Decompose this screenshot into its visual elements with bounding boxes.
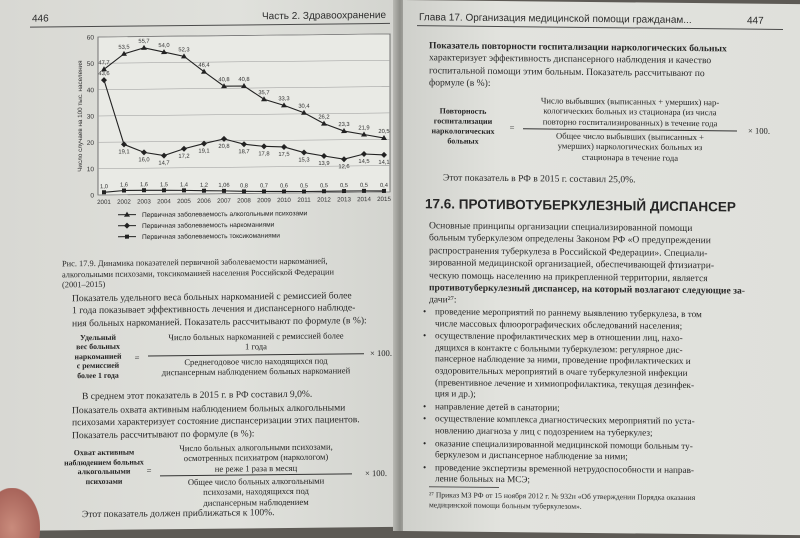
- data-point: [322, 189, 326, 193]
- data-label: 54,0: [158, 43, 169, 49]
- formula-rehospitalization: [423, 94, 783, 168]
- formula-label-line: психозами: [64, 476, 144, 486]
- data-label: 46,4: [198, 63, 210, 69]
- data-label: 53,5: [118, 45, 129, 51]
- paragraph-line: 1 года показывает эффективность лечения и диспансерного наблюде-: [72, 302, 392, 318]
- x-tick-label: 2007: [217, 198, 231, 205]
- legend-label: Первичная заболеваемость алкогольными психозами: [142, 209, 308, 219]
- formula-label-line: наркоманией: [66, 351, 130, 361]
- paragraph-line: формуле (в %):: [429, 77, 784, 93]
- bullet-line: ция и др.);: [435, 388, 785, 403]
- data-label: 15,3: [298, 157, 309, 163]
- left-page-number: 446: [32, 13, 49, 24]
- right-page: [403, 0, 800, 535]
- data-label: 12,6: [338, 164, 349, 170]
- denominator-line: диспансерным наблюдением больных наркоманией: [146, 366, 366, 379]
- data-label: 47,7: [98, 60, 109, 66]
- bullet-line: проведение мероприятий по раннему выявлению туберкулеза, в том: [435, 306, 785, 321]
- y-tick-label: 30: [87, 114, 95, 121]
- data-point: [182, 188, 186, 192]
- multiplier: × 100.: [358, 468, 394, 479]
- data-label: 19,1: [198, 149, 209, 155]
- incidence-line-chart: [58, 26, 397, 258]
- numerator-line: 1 года: [146, 341, 366, 354]
- data-label: 17,2: [178, 154, 189, 160]
- bullet-line: направление детей в санатории;: [435, 401, 785, 416]
- formula-psychosis-coverage: [64, 441, 396, 504]
- y-tick-label: 20: [87, 140, 95, 147]
- data-label: 20,8: [218, 144, 229, 150]
- bullet-item: [423, 306, 785, 333]
- paragraph-line: Основные принципы организации специализированной помощи: [429, 220, 789, 236]
- x-tick-label: 2014: [357, 196, 371, 203]
- data-label: 21,9: [358, 125, 369, 131]
- data-point: [342, 189, 346, 193]
- data-label: 40,8: [218, 77, 229, 83]
- bullet-line: новлению диагноза у лиц с подозрением на туберкулез;: [435, 425, 785, 440]
- paragraph-line: противотуберкулезный диспансер, на который возлагают следующие за-: [429, 282, 789, 298]
- paragraph-line: госпитальной помощи этим больным. Показатель рассчитывают по: [429, 65, 784, 81]
- bullet-line: осуществление комплекса диагностических мероприятий по уста-: [435, 414, 785, 429]
- formula-label-line: Охват активным: [64, 447, 144, 457]
- denominator-line: стационара в течение года: [519, 151, 741, 164]
- formula-numerator: [519, 95, 741, 129]
- data-point: [302, 189, 306, 193]
- left-result-1: В среднем этот показатель в 2015 г. в РФ составил 9,0%.: [82, 388, 392, 404]
- numerator-line: Число больных наркоманией с ремиссией более: [146, 330, 366, 343]
- y-axis-label: Число случаев на 100 тыс. населения: [77, 60, 84, 171]
- bullet-line: числе массовых флюорографических обследований населения;: [435, 318, 785, 333]
- formula-label-line: госпитализации: [423, 116, 503, 127]
- left-page: [0, 0, 397, 531]
- data-label: 43,6: [98, 71, 109, 77]
- paragraph-line: Показатель повторности госпитализации наркологических больных: [429, 40, 784, 56]
- y-tick-label: 50: [87, 61, 95, 68]
- data-label: 1,4: [180, 182, 189, 188]
- data-label: 0,8: [240, 183, 248, 189]
- formula-label-line: вес больных: [66, 342, 130, 352]
- bullet-line: оздоровительных мероприятий в очаге туберкулезной инфекции: [435, 365, 785, 380]
- right-result: Этот показатель в РФ в 2015 г. составил 25,0%.: [443, 172, 783, 188]
- paragraph-line: ческую помощь населению на прикрепленной территории, является: [429, 270, 789, 286]
- formula-remission: [66, 330, 396, 383]
- section-title: 17.6. ПРОТИВОТУБЕРКУЛЕЗНЫЙ ДИСПАНСЕР: [425, 196, 785, 215]
- paragraph-line: Показатель рассчитывают по формуле (в %):: [72, 427, 392, 443]
- data-point: [102, 190, 106, 194]
- bullet-item: [423, 438, 785, 465]
- paragraph-line: характеризует эффективность диспансерного наблюдения и качество: [429, 53, 784, 69]
- footnote: [429, 490, 785, 514]
- paragraph-line: распространения туберкулеза в Российской Федерации». Специали-: [429, 245, 789, 261]
- data-label: 0,4: [380, 183, 389, 189]
- right-running-head: Глава 17. Организация медицинской помощи гражданам...: [419, 12, 692, 26]
- data-label: 1,2: [200, 183, 208, 189]
- numerator-line: осмотренных психиатром (наркологом): [156, 452, 356, 465]
- equals-sign: =: [132, 353, 142, 364]
- multiplier: × 100.: [366, 348, 396, 359]
- data-label: 1,06: [218, 183, 229, 189]
- denominator-line: психозами, находящихся под: [156, 486, 356, 499]
- y-tick-label: 60: [87, 35, 95, 42]
- data-label: 40,8: [238, 77, 249, 83]
- x-tick-label: 2008: [237, 197, 251, 204]
- data-label: 1,0: [100, 184, 108, 190]
- legend-marker: [124, 223, 130, 229]
- legend-label: Первичная заболеваемость токсикоманиями: [142, 232, 280, 241]
- x-tick-label: 2010: [277, 197, 291, 204]
- data-point: [142, 188, 146, 192]
- data-label: 17,5: [278, 152, 289, 158]
- x-tick-label: 2004: [157, 198, 171, 205]
- x-tick-label: 2012: [317, 197, 331, 204]
- footnote-line: медицинской помощи больным туберкулезом».: [429, 500, 785, 514]
- data-point: [282, 189, 286, 193]
- x-tick-label: 2005: [177, 198, 191, 205]
- left-paragraph-2: [72, 402, 392, 443]
- bullet-dot-icon: •: [423, 414, 426, 426]
- data-point: [222, 189, 226, 193]
- y-tick-label: 40: [87, 87, 95, 94]
- formula-denominator: [146, 355, 366, 378]
- chart-caption-line: алкогольными психозами, токсикоманией населения Российской Федерации: [62, 266, 392, 280]
- data-label: 14,7: [158, 161, 169, 167]
- data-point: [382, 189, 386, 193]
- bullet-dot-icon: •: [423, 306, 426, 318]
- bullet-line: ление больных на МСЭ;: [435, 474, 785, 489]
- data-label: 23,3: [338, 122, 349, 128]
- equals-sign: =: [144, 465, 154, 476]
- data-label: 0,7: [260, 183, 268, 189]
- footnote-rule: [429, 486, 499, 488]
- data-label: 20,5: [378, 129, 389, 135]
- data-point: [262, 189, 266, 193]
- left-result-2: Этот показатель должен приближаться к 100%.: [82, 506, 392, 522]
- x-tick-label: 2013: [337, 196, 351, 203]
- data-label: 0,5: [320, 183, 328, 189]
- x-tick-label: 2001: [97, 199, 111, 206]
- formula-denominator: [156, 475, 356, 508]
- bullet-line: осуществление профилактических мер в отношении лиц, нахо-: [435, 331, 785, 346]
- left-running-head: Часть 2. Здравоохранение: [262, 10, 386, 22]
- formula-label-line: наркологических: [423, 126, 503, 137]
- denominator-line: Общее число выбывших (выписанных +: [519, 130, 741, 143]
- formula-label: [66, 333, 130, 381]
- left-paragraph-1: [72, 290, 392, 331]
- data-label: 13,9: [318, 161, 329, 167]
- chart-caption-line: (2001–2015): [62, 277, 392, 291]
- denominator-line: Общее число больных алкогольными: [156, 475, 356, 488]
- bullet-line: проведение экспертизы временной нетрудоспособности и направ-: [435, 462, 785, 477]
- right-paragraph-2: [429, 220, 789, 311]
- numerator-line: Число больных алкогольными психозами,: [156, 441, 356, 454]
- formula-label: [423, 106, 503, 147]
- formula-label-line: наблюдением больных: [64, 457, 144, 467]
- data-label: 19,1: [118, 149, 129, 155]
- bullet-item: [423, 414, 785, 441]
- formula-label-line: более 1 года: [66, 370, 130, 380]
- x-tick-label: 2011: [297, 197, 311, 204]
- legend-marker: [125, 235, 129, 239]
- data-point: [362, 189, 366, 193]
- data-label: 14,1: [378, 160, 389, 166]
- bullet-line: пансерное наблюдение за ними, проведение профилактических и: [435, 354, 785, 369]
- denominator-line: умерших) наркологических больных из: [519, 141, 741, 154]
- formula-denominator: [519, 130, 741, 164]
- data-label: 33,3: [278, 96, 289, 102]
- paragraph-line: Показатель охвата активным наблюдением больных алкогольными: [72, 402, 392, 418]
- footnote-line: ²⁷ Приказ МЗ РФ от 15 ноября 2012 г. № 932н «Об утверждении Порядка оказания: [429, 490, 785, 504]
- chart-caption-line: Рис. 17.9. Динамика показателей первичной заболеваемости наркоманией,: [62, 256, 392, 270]
- paragraph-line: Показатель удельного веса больных наркоманией с ремиссией более: [72, 290, 392, 306]
- data-label: 0,5: [300, 183, 308, 189]
- chart-caption: [62, 256, 392, 291]
- bullet-line: беркулезом и диспансерное наблюдение за ними;: [435, 450, 785, 465]
- data-label: 14,5: [358, 159, 369, 165]
- x-tick-label: 2006: [197, 198, 211, 205]
- bullet-dot-icon: •: [423, 438, 426, 450]
- x-tick-label: 2009: [257, 197, 271, 204]
- denominator-line: Среднегодовое число находящихся под: [146, 355, 366, 368]
- formula-numerator: [146, 330, 366, 353]
- data-point: [122, 188, 126, 192]
- right-paragraph-1: [429, 40, 784, 93]
- bullet-line: (превентивное лечение и химиопрофилактика, текущая дезинфек-: [435, 377, 785, 392]
- y-tick-label: 10: [87, 166, 95, 173]
- x-tick-label: 2003: [137, 198, 151, 205]
- paragraph-line: дачи²⁷:: [429, 295, 789, 311]
- data-label: 1,6: [120, 182, 128, 188]
- y-tick-label: 0: [90, 193, 94, 200]
- paragraph-line: психозами характеризует состояние диспансеризации этих пациентов.: [72, 414, 392, 430]
- data-label: 17,8: [258, 151, 269, 157]
- right-header-rule: [417, 25, 783, 30]
- data-label: 52,3: [178, 47, 189, 53]
- data-point: [202, 189, 206, 193]
- data-label: 55,7: [138, 39, 149, 45]
- bullet-dot-icon: •: [423, 401, 426, 413]
- bullet-item: [423, 330, 785, 403]
- paragraph-line: больным туберкулезом определены Законом РФ «О предупреждении: [429, 233, 789, 249]
- paragraph-line: ния больных наркоманией. Показатель рассчитывают по формуле (в %):: [72, 315, 392, 331]
- paragraph-line: зированной медицинской организацией, обеспечивающей фтизиатри-: [429, 257, 789, 273]
- data-label: 1,6: [140, 182, 148, 188]
- bullet-dot-icon: •: [423, 462, 426, 474]
- numerator-line: кологических больных из стационара (из числа: [519, 106, 741, 119]
- data-label: 0,5: [340, 183, 348, 189]
- formula-label-line: больных: [423, 136, 503, 147]
- bullet-dot-icon: •: [423, 330, 426, 342]
- numerator-line: Число выбывших (выписанных + умерших) нар-: [519, 95, 741, 108]
- data-label: 26,2: [318, 115, 329, 121]
- data-label: 18,7: [238, 149, 249, 155]
- denominator-line: диспансерным наблюдением: [156, 496, 356, 509]
- data-label: 1,5: [160, 182, 168, 188]
- x-tick-label: 2015: [377, 196, 391, 203]
- data-label: 0,6: [280, 183, 288, 189]
- legend-label: Первичная заболеваемость наркоманиями: [142, 221, 275, 230]
- numerator-line: повторно госпитализированных) в течение года: [519, 116, 741, 129]
- data-label: 30,4: [298, 104, 310, 110]
- equals-sign: =: [507, 122, 517, 133]
- formula-numerator: [156, 441, 356, 474]
- formula-label-line: с ремиссией: [66, 361, 130, 371]
- numerator-line: не реже 1 раза в месяц: [156, 462, 356, 475]
- multiplier: × 100.: [741, 126, 777, 137]
- right-page-number: 447: [747, 16, 764, 27]
- data-label: 0,5: [360, 183, 368, 189]
- data-label: 35,7: [258, 90, 269, 96]
- x-tick-label: 2002: [117, 199, 131, 206]
- data-point: [162, 188, 166, 192]
- formula-label: [64, 447, 144, 486]
- bullet-item: [423, 462, 785, 489]
- formula-label-line: Удельный: [66, 333, 130, 343]
- formula-label-line: алкогольными: [64, 467, 144, 477]
- data-label: 16,0: [138, 157, 149, 163]
- bullet-line: дящихся в контакте с больными туберкулезом: регулярное дис-: [435, 342, 785, 357]
- formula-label-line: Повторность: [423, 106, 503, 117]
- data-point: [242, 189, 246, 193]
- bullet-line: оказание специализированной медицинской помощи больным ту-: [435, 438, 785, 453]
